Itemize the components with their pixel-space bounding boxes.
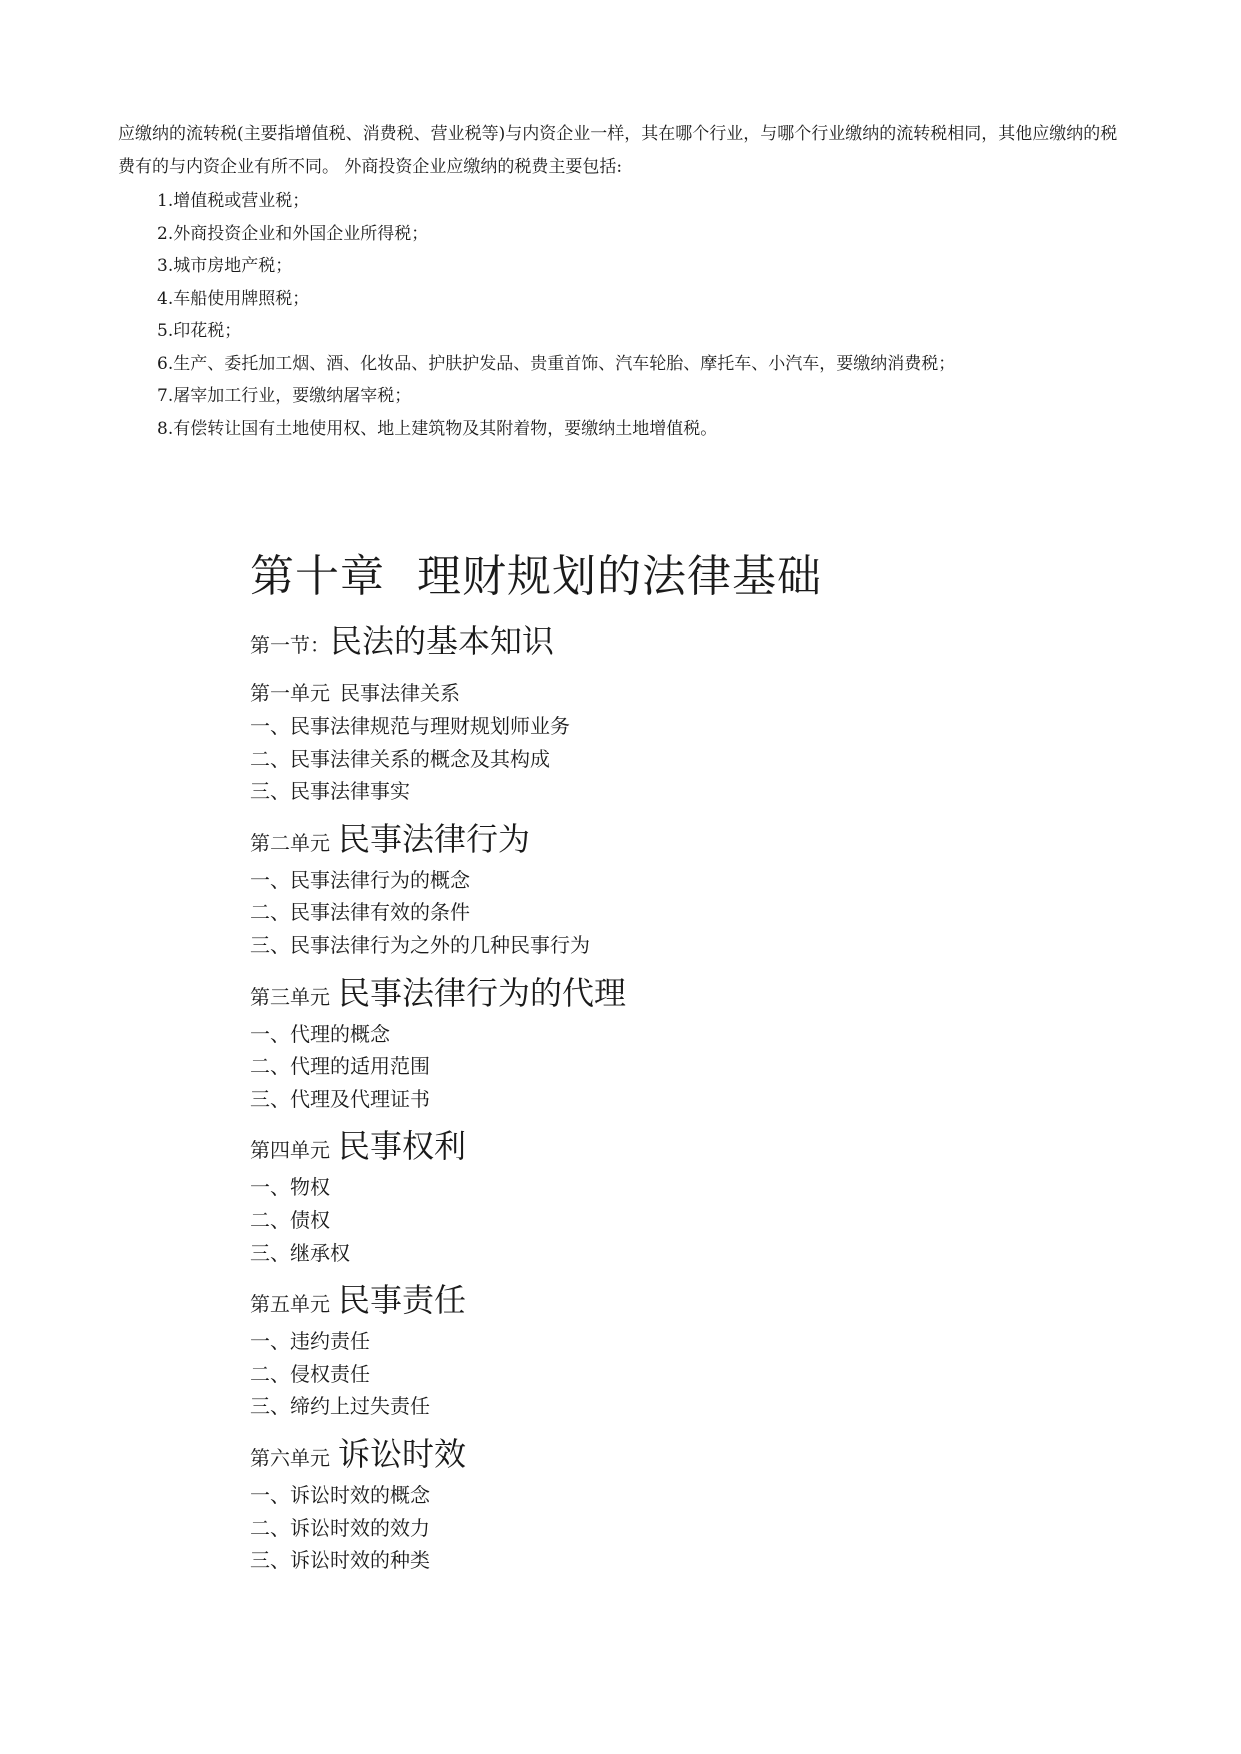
unit-item-list: [250, 710, 1150, 808]
chapter-title: [250, 542, 1150, 612]
list-item: 二、民事法律有效的条件: [250, 900, 470, 925]
unit-name: 民事法律行为: [338, 819, 531, 858]
list-item: 三、缔约上过失责任: [250, 1394, 430, 1419]
unit-heading: [250, 1275, 1150, 1325]
unit-block: [250, 1121, 1150, 1269]
unit-block: [250, 814, 1150, 962]
unit-heading: [250, 676, 1150, 710]
unit-block: [250, 1275, 1150, 1423]
unit-block: [250, 1429, 1150, 1577]
chapter-name: 理财规划的法律基础: [417, 551, 822, 602]
list-item: 三、继承权: [250, 1240, 350, 1265]
list-item: 三、民事法律事实: [250, 779, 410, 804]
section-name: 民法的基本知识: [330, 622, 555, 660]
unit-number: 第六单元: [250, 1445, 330, 1470]
unit-heading: [250, 1429, 1150, 1479]
unit-item-list: [250, 1171, 1150, 1269]
list-item: 二、诉讼时效的效力: [250, 1515, 430, 1540]
unit-name: 民事法律行为的代理: [338, 973, 627, 1012]
chapter-block: [250, 542, 1150, 1577]
list-item: 一、代理的概念: [250, 1021, 390, 1046]
list-item: 4.车船使用牌照税；: [157, 288, 310, 309]
list-item: 二、债权: [250, 1207, 330, 1232]
unit-name: 民事权利: [338, 1127, 467, 1166]
section-prefix: 第一节：: [250, 633, 330, 657]
unit-number: 第四单元: [250, 1138, 330, 1163]
list-item: 1.增值税或营业税；: [157, 191, 310, 211]
unit-block: [250, 676, 1150, 808]
unit-number: 第五单元: [250, 1292, 330, 1317]
list-item: 6.生产、委托加工烟、酒、化妆品、护肤护发品、贵重首饰、汽车轮胎、摩托车、小汽车，要缴纳消费税；: [157, 353, 956, 374]
tax-list: [157, 185, 955, 445]
list-item: 三、民事法律行为之外的几种民事行为: [250, 932, 590, 957]
unit-name: 诉讼时效: [338, 1434, 467, 1473]
unit-number: 第三单元: [250, 984, 330, 1009]
list-item: 一、诉讼时效的概念: [250, 1482, 430, 1507]
unit-heading: [250, 814, 1150, 864]
unit-name: 民事责任: [338, 1281, 467, 1320]
list-item: 7.屠宰加工行业，要缴纳屠宰税；: [157, 386, 412, 406]
intro-paragraph: 应缴纳的流转税(主要指增值税、消费税、营业税等)与内资企业一样，其在哪个行业，与哪个行业缴纳的流转税相同，其他应缴纳的税费有的与内资企业有所不同。 外商投资企业应缴纳的税费主要包括:: [118, 124, 1118, 177]
unit-name: 民事法律关系: [340, 681, 460, 705]
list-item: 二、民事法律关系的概念及其构成: [250, 746, 550, 771]
list-item: 一、民事法律规范与理财规划师业务: [250, 714, 570, 738]
chapter-number: 第十章: [250, 551, 385, 602]
section-title: [250, 612, 1150, 670]
unit-item-list: [250, 864, 1150, 962]
list-item: 一、违约责任: [250, 1329, 370, 1354]
list-item: 5.印花税；: [157, 321, 242, 341]
list-item: 三、诉讼时效的种类: [250, 1548, 430, 1573]
list-item: 3.城市房地产税；: [157, 256, 293, 276]
list-item: 8.有偿转让国有土地使用权、地上建筑物及其附着物，要缴纳土地增值税。: [157, 418, 718, 439]
unit-block: [250, 968, 1150, 1116]
list-item: 一、物权: [250, 1175, 330, 1200]
unit-heading: [250, 968, 1150, 1018]
unit-number: 第一单元: [250, 681, 330, 705]
unit-item-list: [250, 1018, 1150, 1116]
list-item: 一、民事法律行为的概念: [250, 867, 470, 892]
list-item: 三、代理及代理证书: [250, 1086, 430, 1111]
unit-item-list: [250, 1325, 1150, 1423]
unit-number: 第二单元: [250, 830, 330, 855]
unit-item-list: [250, 1479, 1150, 1577]
list-item: 二、侵权责任: [250, 1361, 370, 1386]
unit-heading: [250, 1121, 1150, 1171]
list-item: 二、代理的适用范围: [250, 1054, 430, 1079]
list-item: 2.外商投资企业和外国企业所得税；: [157, 223, 429, 244]
